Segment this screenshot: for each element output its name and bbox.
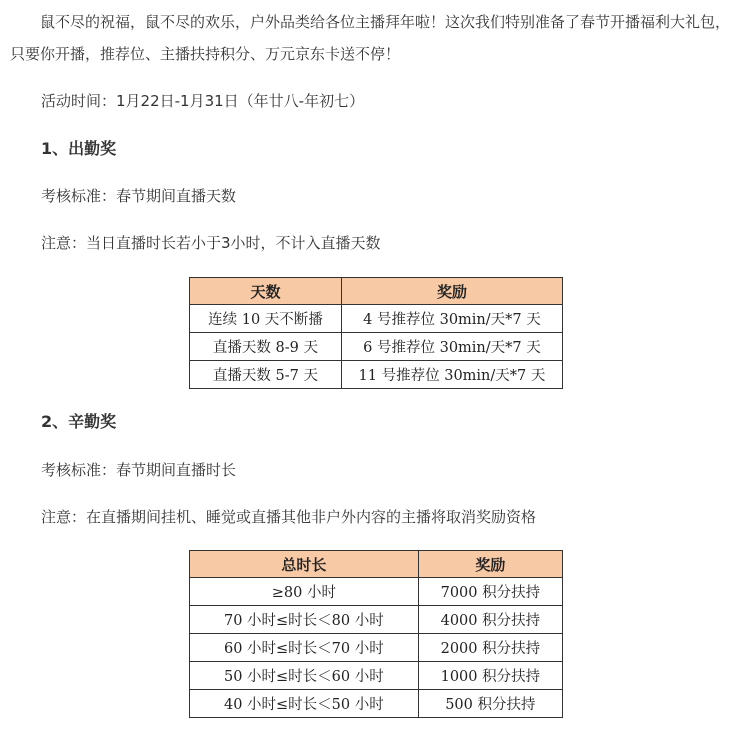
attendance-award-table [189, 277, 563, 389]
table-row [190, 690, 563, 718]
table-row [190, 634, 563, 662]
column-header-days: 天数 [190, 278, 342, 305]
table-row [190, 606, 563, 634]
reward-cell: 1000 积分扶持 [418, 662, 562, 690]
days-cell: 连续 10 天不断播 [190, 305, 342, 333]
section2-heading: 2、辛勤奖 [41, 412, 117, 431]
table-row [190, 662, 563, 690]
section1-criteria: 考核标准：春节期间直播天数 [41, 187, 237, 205]
activity-time: 活动时间：1月22日-1月31日（年廿八-年初七） [41, 92, 365, 110]
intro-paragraph: 鼠不尽的祝福，鼠不尽的欢乐，户外品类给各位主播拜年啦！这次我们特别准备了春节开播福利大礼包，只要你开播，推荐位、主播扶持积分、万元京东卡送不停！ [10, 13, 731, 63]
column-header-reward: 奖励 [418, 551, 562, 578]
reward-cell: 500 积分扶持 [418, 690, 562, 718]
reward-cell: 4 号推荐位 30min/天*7 天 [341, 305, 562, 333]
duration-cell: 40 小时≤时长＜50 小时 [190, 690, 419, 718]
duration-cell: 50 小时≤时长＜60 小时 [190, 662, 419, 690]
table-header-row [190, 551, 563, 578]
duration-cell: 70 小时≤时长＜80 小时 [190, 606, 419, 634]
section2-criteria: 考核标准：春节期间直播时长 [41, 461, 237, 479]
table-row [190, 578, 563, 606]
reward-cell: 11 号推荐位 30min/天*7 天 [341, 361, 562, 389]
table-row [190, 305, 563, 333]
section1-note: 注意：当日直播时长若小于3小时，不计入直播天数 [41, 234, 381, 252]
section1-heading: 1、出勤奖 [41, 139, 117, 158]
section2-note: 注意：在直播期间挂机、睡觉或直播其他非户外内容的主播将取消奖励资格 [41, 508, 537, 526]
column-header-reward: 奖励 [341, 278, 562, 305]
reward-cell: 2000 积分扶持 [418, 634, 562, 662]
column-header-total-duration: 总时长 [190, 551, 419, 578]
reward-cell: 4000 积分扶持 [418, 606, 562, 634]
days-cell: 直播天数 5-7 天 [190, 361, 342, 389]
duration-cell: ≥80 小时 [190, 578, 419, 606]
diligence-award-table [189, 550, 563, 718]
duration-cell: 60 小时≤时长＜70 小时 [190, 634, 419, 662]
reward-cell: 7000 积分扶持 [418, 578, 562, 606]
table-header-row [190, 278, 563, 305]
days-cell: 直播天数 8-9 天 [190, 333, 342, 361]
table-row [190, 361, 563, 389]
reward-cell: 6 号推荐位 30min/天*7 天 [341, 333, 562, 361]
table-row [190, 333, 563, 361]
